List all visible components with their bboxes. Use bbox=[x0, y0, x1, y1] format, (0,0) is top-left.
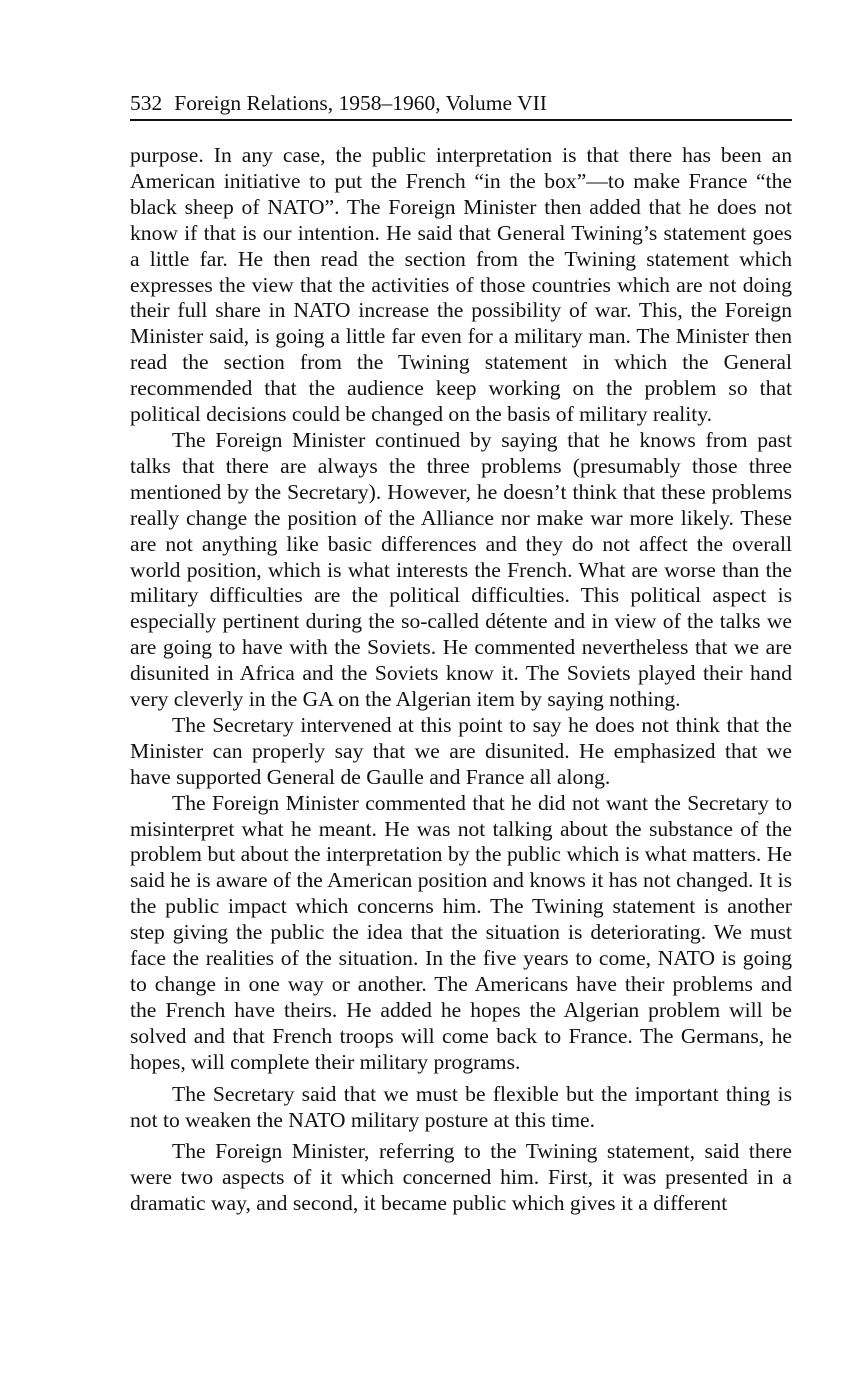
paragraph-5: The Secretary said that we must be flexible but the important thing is not to weaken the NATO military posture at this time. bbox=[130, 1081, 792, 1132]
paragraph-1: purpose. In any case, the public interpretation is that there has been an American initiative to put the French “in the box”—to make France “the black sheep of NATO”. The Foreign Minister then added that he does not know if that is our intention. He said that General Twining’s statement goes a little far. He then read the section from the Twining statement which expresses the view that the activities of those countries which are not doing their full share in NATO increase the possibility of war. This, the Foreign Minister said, is going a little far even for a military man. The Minister then read the section from the Twining statement in which the General recommended that the audience keep working on the problem so that political decisions could be changed on the basis of military reality. bbox=[130, 143, 792, 427]
body-text bbox=[130, 143, 792, 1217]
document-page bbox=[130, 88, 792, 1217]
paragraph-2: The Foreign Minister continued by saying that he knows from past talks that there are always the three problems (presumably those three mentioned by the Secretary). However, he doesn’t think that these problems really change the position of the Alliance nor make war more likely. These are not anything like basic differences and they do not affect the overall world position, which is what interests the French. What are worse than the military difficulties are the political difficulties. This political aspect is especially pertinent during the so-called détente and in view of the talks we are going to have with the Soviets. He commented nevertheless that we are disunited in Africa and the Soviets know it. The Soviets played their hand very cleverly in the GA on the Algerian item by saying nothing. bbox=[130, 427, 792, 712]
running-header bbox=[130, 88, 792, 121]
page-number: 532 bbox=[130, 91, 163, 115]
paragraph-4: The Foreign Minister commented that he did not want the Secretary to misinterpret what he meant. He was not talking about the substance of the problem but about the interpretation by the public which is what matters. He said he is aware of the American position and knows it has not changed. It is the public impact which concerns him. The Twining statement is another step giving the public the idea that the situation is deteriorating. We must face the realities of the situation. In the five years to come, NATO is going to change in one way or another. The Americans have their problems and the French have theirs. He added he hopes the Algerian problem will be solved and that French troops will come back to France. The Germans, he hopes, will complete their military programs. bbox=[130, 790, 792, 1074]
paragraph-3: The Secretary intervened at this point to say he does not think that the Minister can properly say that we are disunited. He emphasized that we have supported General de Gaulle and France all along. bbox=[130, 712, 792, 789]
paragraph-6: The Foreign Minister, referring to the Twining statement, said there were two aspects of it which concerned him. First, it was presented in a dramatic way, and second, it became public which gives it a different bbox=[130, 1139, 792, 1216]
running-title: Foreign Relations, 1958–1960, Volume VII bbox=[174, 91, 547, 115]
